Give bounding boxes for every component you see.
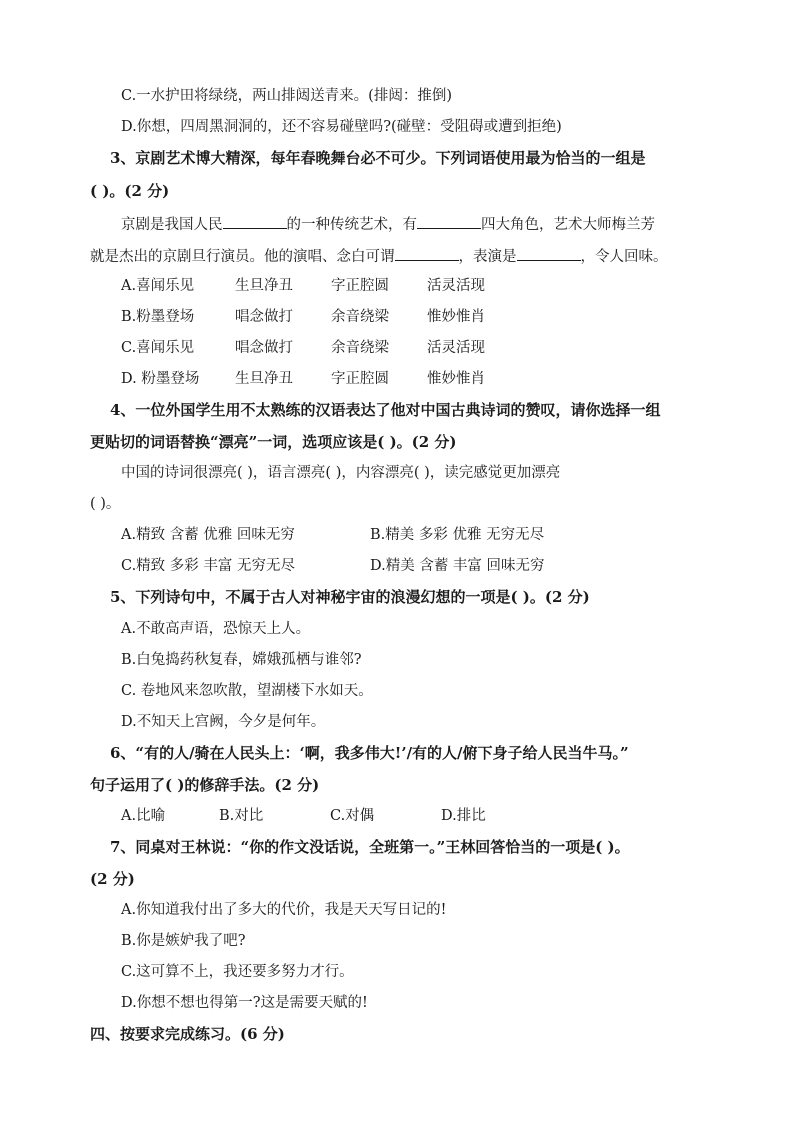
q3-option-cell: 字正腔圆 [331,371,389,387]
q3-option-cell: 惟妙惟肖 [427,371,485,387]
q7-stem-line1: 7、同桌对王林说：“你的作文没话说，全班第一。”王林回答恰当的一项是( )。 [110,838,630,856]
q7-stem-line2: (2 分) [90,870,135,888]
answer-blank[interactable] [223,213,287,229]
q3-passage-text: 的一种传统艺术，有 [286,217,417,233]
q6-stem-line1: 6、“有的人/骑在人民头上：‘啊，我多伟大!’/有的人/俯下身子给人民当牛马。” [110,744,629,762]
q3-option-cell: 生旦净丑 [235,371,293,387]
q3-passage-line2 [90,245,668,267]
q5-option-b: B.白兔捣药秋复春，嫦娥孤栖与谁邻? [121,652,362,668]
q3-passage-text: ，表演是 [458,249,517,265]
q7-option-d: D.你想不想也得第一?这是需要天赋的! [121,995,368,1011]
q4-option-d: D.精美 含蓄 丰富 回味无穷 [370,558,545,574]
q3-stem-line2: ( )。(2 分) [90,182,170,200]
q4-option-a: A.精致 含蓄 优雅 回味无穷 [121,527,295,543]
q2-option-c: C.一水护田将绿绕，两山排闼送青来。(排闼：推倒) [121,88,452,104]
answer-blank[interactable] [517,245,581,261]
q3-option-cell: 生旦净丑 [235,278,293,294]
answer-blank[interactable] [395,245,459,261]
q3-passage-text: 四大角色，艺术大师梅兰芳 [481,217,655,233]
q6-option-d: D.排比 [441,808,486,824]
q3-passage-text: ，令人回味。 [580,249,668,265]
q3-passage-text: 就是杰出的京剧旦行演员。他的演唱、念白可谓 [90,249,395,265]
q3-option-cell: 活灵活现 [427,340,485,356]
q5-option-c: C. 卷地风来忽吹散，望湖楼下水如天。 [121,683,373,699]
q6-stem-line2: 句子运用了( )的修辞手法。(2 分) [90,776,320,794]
q3-option-cell: A.喜闻乐见 [121,278,195,294]
answer-blank[interactable] [417,213,481,229]
q3-option-cell: 惟妙惟肖 [427,309,485,325]
q3-passage-text: 京剧是我国人民 [121,217,223,233]
q3-option-cell: 唱念做打 [235,340,293,356]
q3-stem-line1: 3、京剧艺术博大精深，每年春晚舞台必不可少。下列词语使用最为恰当的一组是 [110,149,646,167]
q2-option-d: D.你想，四周黑洞洞的，还不容易碰壁吗?(碰壁：受阻碍或遭到拒绝) [121,119,562,135]
q7-option-c: C.这可算不上，我还要多努力才行。 [121,964,354,980]
q4-stem-line2: 更贴切的词语替换“漂亮”一词，选项应该是( )。(2 分) [90,433,457,451]
q7-option-a: A.你知道我付出了多大的代价，我是天天写日记的! [121,902,447,918]
q4-option-c: C.精致 多彩 丰富 无穷无尽 [121,558,296,574]
q4-passage-line1: 中国的诗词很漂亮( )，语言漂亮( )，内容漂亮( )，读完感觉更加漂亮 [121,465,561,481]
q5-stem: 5、下列诗句中，不属于古人对神秘宇宙的浪漫幻想的一项是( )。(2 分) [110,588,590,606]
q5-option-a: A.不敢高声语，恐惊天上人。 [121,621,311,637]
q3-option-cell: B.粉墨登场 [121,309,195,325]
q7-option-b: B.你是嫉妒我了吧? [121,933,246,949]
q4-passage-line2: ( )。 [90,496,121,512]
q6-option-b: B.对比 [219,808,264,824]
q3-option-cell: 余音绕梁 [331,340,389,356]
q3-option-cell: D. 粉墨登场 [121,371,200,387]
q4-stem-line1: 4、一位外国学生用不太熟练的汉语表达了他对中国古典诗词的赞叹，请你选择一组 [110,401,661,419]
q3-option-cell: 唱念做打 [235,309,293,325]
q3-option-cell: 字正腔圆 [331,278,389,294]
q5-option-d: D.不知天上宫阙，今夕是何年。 [121,714,326,730]
section-4-heading: 四、按要求完成练习。(6 分) [90,1025,285,1043]
q6-option-a: A.比喻 [121,808,166,824]
q4-option-b: B.精美 多彩 优雅 无穷无尽 [370,527,545,543]
q3-option-cell: 余音绕梁 [331,309,389,325]
q3-passage-line1 [121,213,655,235]
q3-option-cell: C.喜闻乐见 [121,340,195,356]
q6-option-c: C.对偶 [330,808,375,824]
q3-option-cell: 活灵活现 [427,278,485,294]
